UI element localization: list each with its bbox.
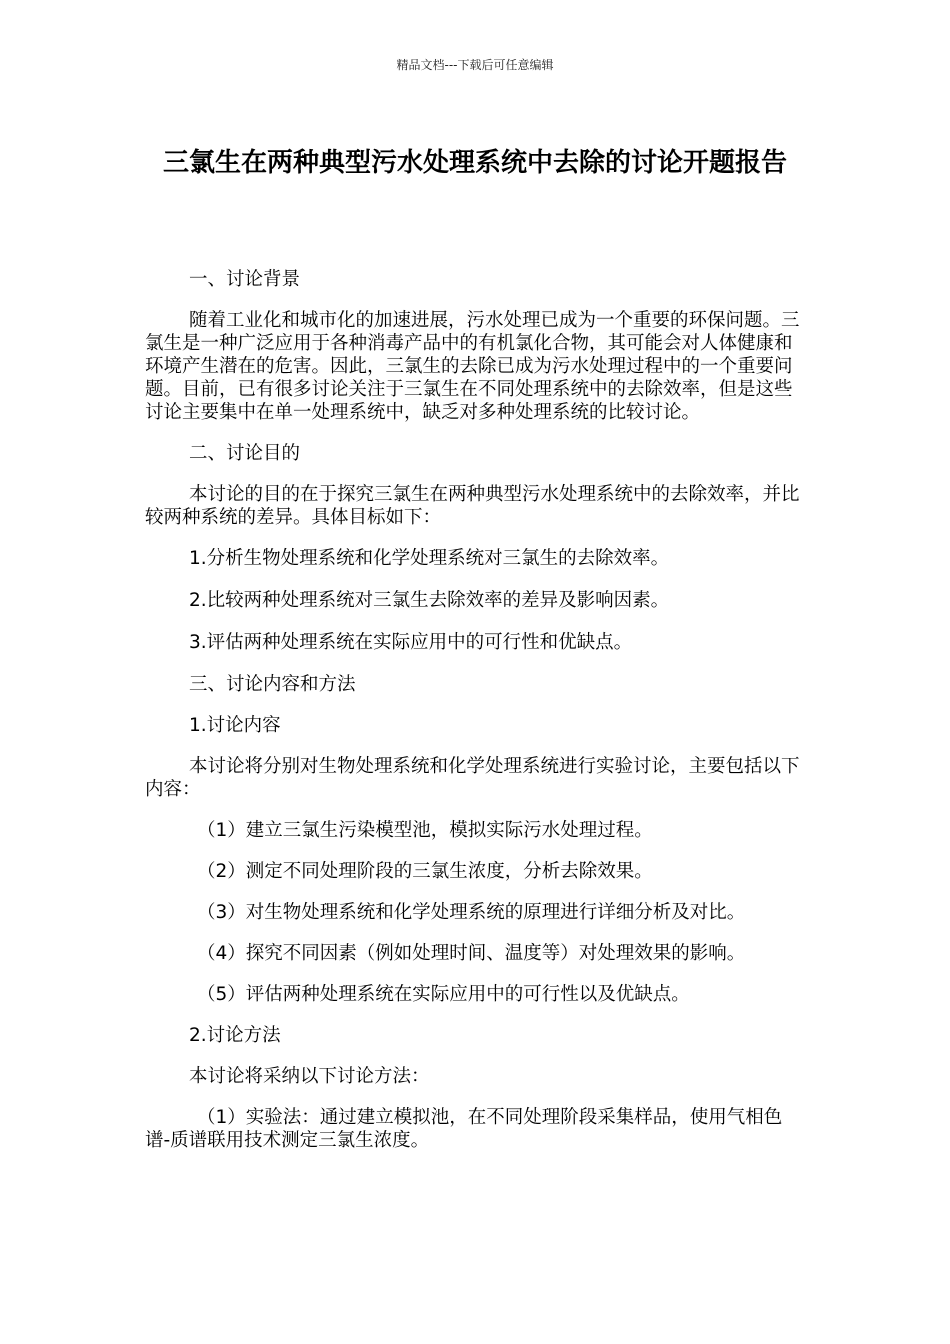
background-paragraph: 随着工业化和城市化的加速进展，污水处理已成为一个重要的环保问题。三氯生是一种广泛应用于各种消毒产品中的有机氯化合物，其可能会对人体健康和环境产生潜在的危害。因此，三氯生的去除已成为污水处理过程中的一个重要问题。目前，已有很多讨论关注于三氯生在不同处理系统中的去除效率，但是这些讨论主要集中在单一处理系统中，缺乏对多种处理系统的比较讨论。 — [145, 310, 800, 423]
document-title: 三氯生在两种典型污水处理系统中去除的讨论开题报告 — [162, 148, 787, 178]
objective-item: 3.评估两种处理系统在实际应用中的可行性和优缺点。 — [189, 632, 633, 653]
section-heading-background: 一、讨论背景 — [189, 269, 301, 290]
objectives-paragraph: 本讨论的目的在于探究三氯生在两种典型污水处理系统中的去除效率，并比较两种系统的差异。具体目标如下： — [145, 484, 800, 528]
content-item: （1）建立三氯生污染模型池，模拟实际污水处理过程。 — [197, 820, 653, 841]
method-item: （1）实验法：通过建立模拟池，在不同处理阶段采集样品，使用气相色谱-质谱联用技术测定三氯生浓度。 — [145, 1107, 783, 1151]
subheading-content: 1.讨论内容 — [189, 715, 281, 736]
section-heading-objectives: 二、讨论目的 — [189, 443, 301, 464]
subheading-methods: 2.讨论方法 — [189, 1025, 281, 1046]
page-header-note: 精品文档---下载后可任意编辑 — [396, 58, 554, 72]
content-paragraph: 本讨论将分别对生物处理系统和化学处理系统进行实验讨论，主要包括以下内容： — [145, 756, 800, 800]
content-item: （4）探究不同因素（例如处理时间、温度等）对处理效果的影响。 — [197, 943, 746, 964]
methods-paragraph: 本讨论将采纳以下讨论方法： — [189, 1066, 430, 1087]
objective-item: 1.分析生物处理系统和化学处理系统对三氯生的去除效率。 — [189, 548, 670, 569]
document-body — [145, 268, 807, 1170]
objective-item: 2.比较两种处理系统对三氯生去除效率的差异及影响因素。 — [189, 590, 670, 611]
content-item: （2）测定不同处理阶段的三氯生浓度，分析去除效果。 — [197, 861, 653, 882]
content-item: （5）评估两种处理系统在实际应用中的可行性以及优缺点。 — [197, 984, 690, 1005]
content-item: （3）对生物处理系统和化学处理系统的原理进行详细分析及对比。 — [197, 902, 746, 923]
section-heading-content-methods: 三、讨论内容和方法 — [189, 674, 356, 695]
